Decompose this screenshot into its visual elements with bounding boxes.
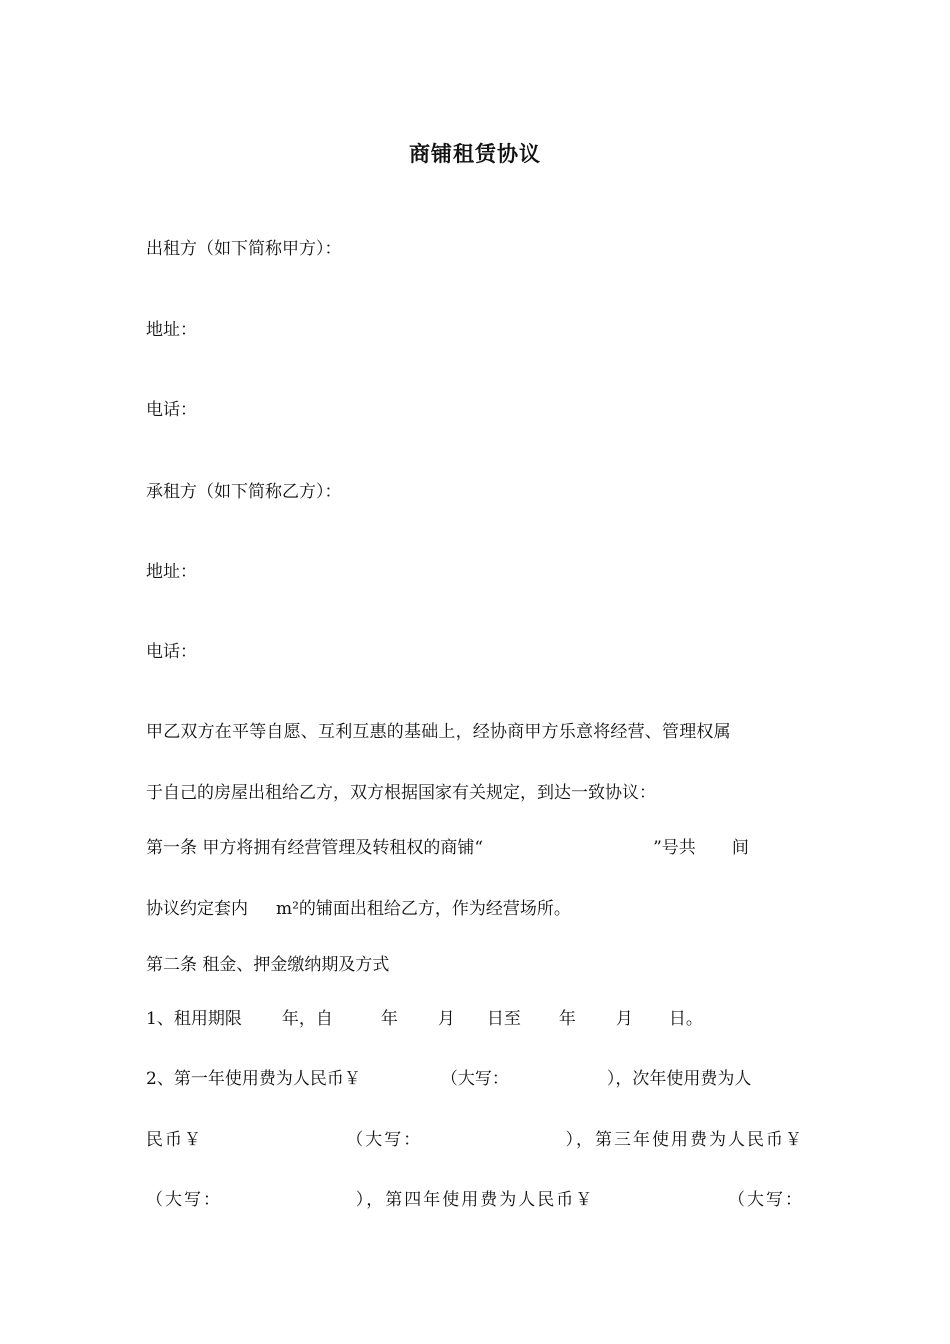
preamble-line-1: 甲乙双方在平等自愿、互利互惠的基础上，经协商甲方乐意将经营、管理权属: [146, 722, 731, 742]
lease-term-text-d: 月: [437, 1009, 455, 1029]
article-1-line-1: [146, 836, 749, 860]
fee-line-3-text-b: ），第四年使用费为人民币￥: [355, 1190, 595, 1210]
lease-term-text-c: 年: [380, 1009, 398, 1029]
lessor-label: 出租方（如下简称甲方）：: [146, 239, 342, 259]
fee-line-2-text-b: （大写：: [346, 1130, 423, 1150]
fee-line-1: [146, 1067, 751, 1091]
article-1-text-c: 间: [731, 838, 749, 858]
article-1-text-d: 协议约定套内: [146, 899, 248, 919]
fee-line-1-text-c: ），次年使用费为人: [606, 1069, 752, 1089]
lease-term-text-h: 日。: [668, 1009, 703, 1029]
article-2-heading: 第二条 租金、押金缴纳期及方式: [146, 955, 390, 975]
fee-line-3: [146, 1188, 804, 1212]
article-1-text-b: ”号共: [653, 838, 696, 858]
lease-term-text-e: 日至: [486, 1009, 521, 1029]
article-1-text-e: m²的铺面出租给乙方，作为经营场所。: [276, 899, 571, 919]
article-1-text-a: 第一条 甲方将拥有经营管理及转租权的商铺“: [146, 838, 484, 858]
lessor-phone-label: 电话：: [146, 400, 197, 420]
lessee-label: 承租方（如下简称乙方）：: [146, 482, 342, 502]
lease-term-text-b: 年，自: [281, 1009, 333, 1029]
lease-term-text-a: 1、租用期限: [146, 1009, 242, 1029]
fee-line-2-text-a: 民币￥: [146, 1130, 203, 1150]
fee-line-1-text-a: 2、第一年使用费为人民币￥: [146, 1069, 361, 1089]
lessor-address-label: 地址：: [146, 320, 197, 340]
lease-term-text-g: 月: [615, 1009, 633, 1029]
fee-line-2: [146, 1128, 804, 1152]
lease-term-line: [146, 1007, 703, 1031]
document-title: 商铺租赁协议: [409, 142, 541, 166]
article-1-line-2: [146, 897, 571, 921]
fee-line-2-text-c: ），第三年使用费为人民币￥: [565, 1130, 804, 1150]
fee-line-3-text-a: （大写：: [146, 1190, 222, 1210]
lessee-phone-label: 电话：: [146, 642, 197, 662]
fee-line-3-text-c: （大写：: [728, 1190, 804, 1210]
preamble-line-2: 于自己的房屋出租给乙方，双方根据国家有关规定，到达一致协议：: [146, 783, 656, 803]
lease-term-text-f: 年: [558, 1009, 576, 1029]
lessee-address-label: 地址：: [146, 562, 197, 582]
fee-line-1-text-b: （大写：: [440, 1069, 509, 1089]
